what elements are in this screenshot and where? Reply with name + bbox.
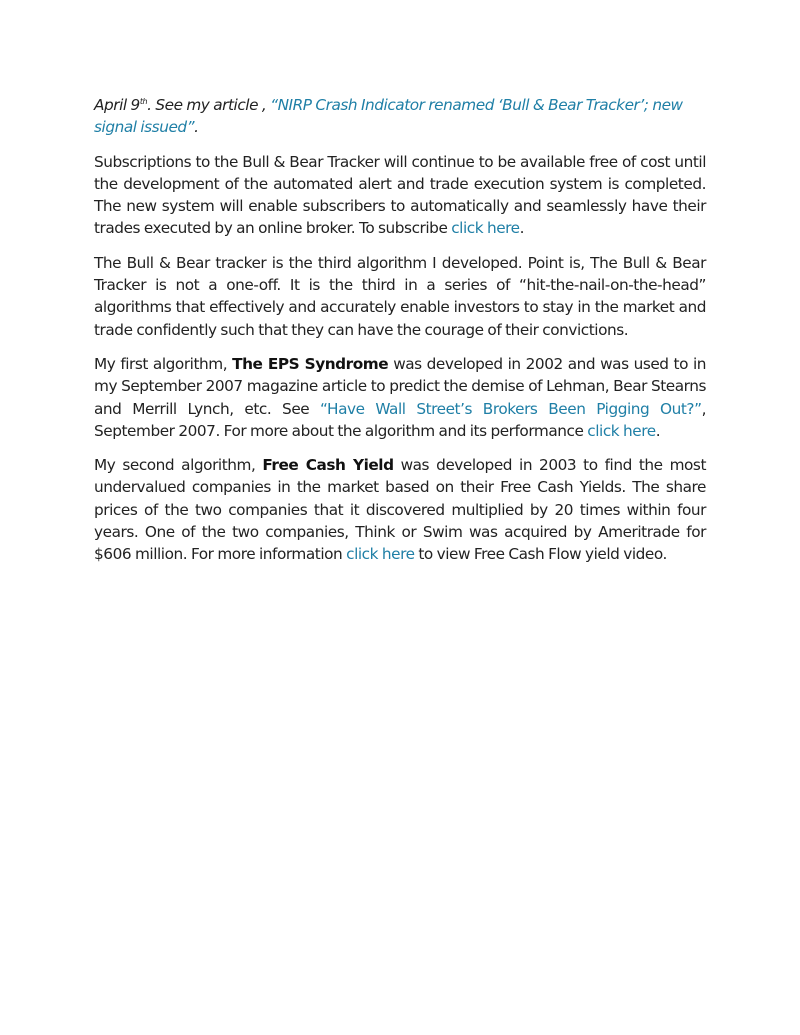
subscriptions-end: . [519,219,525,238]
subscribe-link[interactable]: click here [451,219,520,238]
first-algorithm-lead: My first algorithm, [94,354,233,373]
first-algorithm-end: . [655,421,661,440]
free-cash-video-link[interactable]: click here [346,545,415,564]
eps-performance-link[interactable]: click here [587,421,656,440]
first-algorithm-text-2: , September 2007. For more about the algorithm and its performance [94,399,706,440]
intro-date: April 9 [94,96,140,114]
subscriptions-paragraph [94,151,706,240]
article-body [94,94,706,578]
second-algorithm-text-2: to view Free Cash Flow yield video. [414,545,667,564]
eps-syndrome-name: The EPS Syndrome [232,354,389,373]
intro-date-suffix: th [139,96,148,106]
third-algorithm-paragraph [94,252,706,341]
intro-paragraph [94,94,706,139]
subscriptions-text: Subscriptions to the Bull & Bear Tracker will continue to be available free of cost until the development of the automated alert and trade execution system is completed. The new system will enable subscribers to automatically and seamlessly have their trades executed by an online broker. To subscribe [94,152,706,238]
second-algorithm-lead: My second algorithm, [94,456,263,475]
intro-end: . [194,118,199,137]
second-algorithm-text: was developed in 2003 to find the most undervalued companies in the market based on their Free Cash Yields. The share prices of the two companies that it discovered multiplied by 20 times within four years. One of the two companies, Think or Swim was acquired by Ameritrade for $606 million. For more information [94,456,706,564]
intro-lead: . See my article , [147,96,271,114]
article-link-pigging-out[interactable]: “Have Wall Street’s Brokers Been Pigging Out?” [320,399,702,418]
first-algorithm-paragraph [94,353,706,442]
free-cash-yield-name: Free Cash Yield [262,456,394,475]
third-algorithm-text: The Bull & Bear tracker is the third algorithm I developed. Point is, The Bull & Bear Tracker is not a one-off. It is the third in a series of “hit-the-nail-on-the-head” algorithms that effectively and accurately enable investors to stay in the market and trade confidently such that they can have the courage of their convictions. [94,253,706,339]
second-algorithm-paragraph [94,454,706,565]
first-algorithm-text: was developed in 2002 and was used to in my September 2007 magazine article to predict the demise of Lehman, Bear Stearns and Merrill Lynch, etc. See [94,354,707,418]
article-link-nirp[interactable]: “NIRP Crash Indicator renamed ‘Bull & Bear Tracker’; new signal issued” [94,96,683,137]
